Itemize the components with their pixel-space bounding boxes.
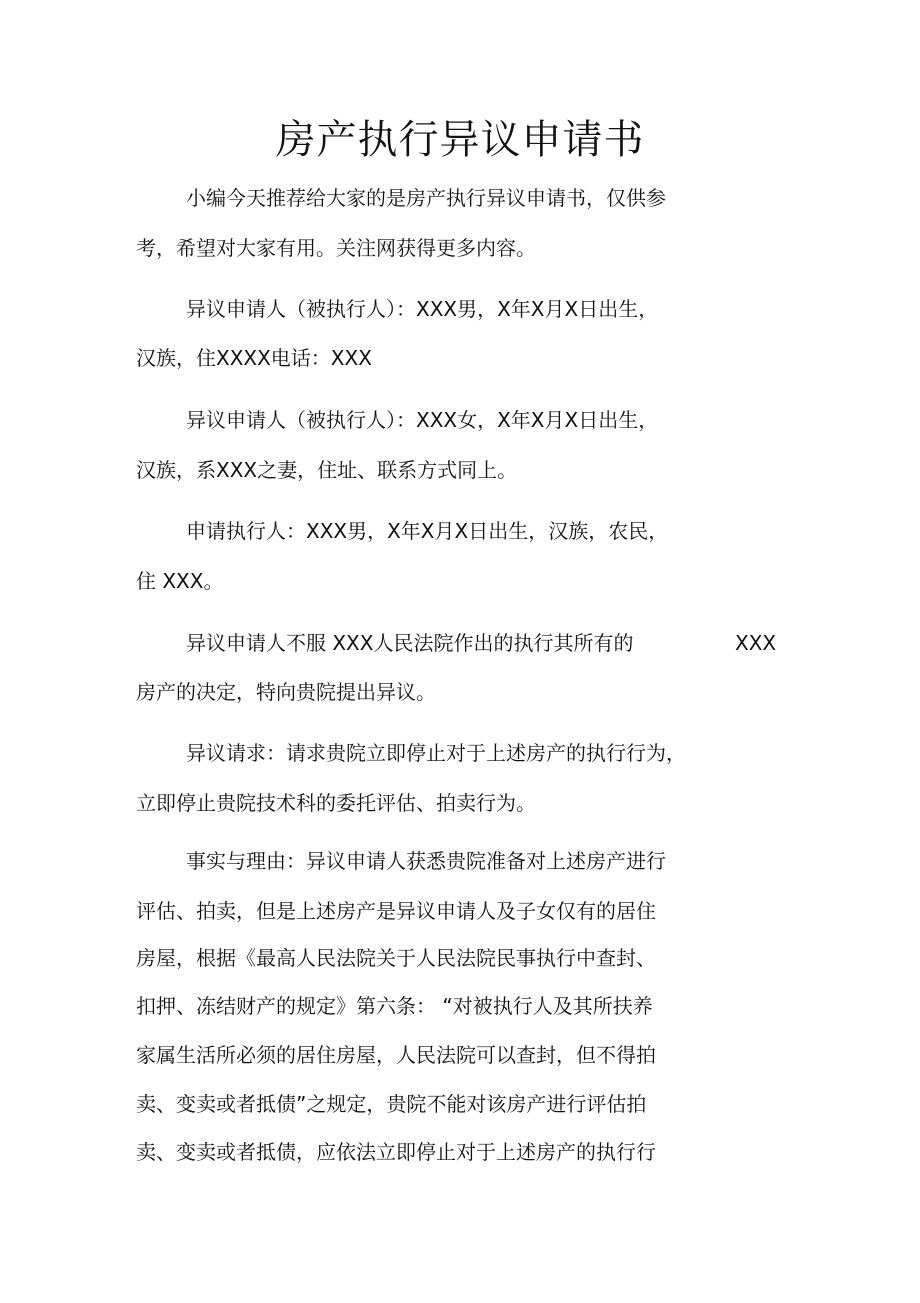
paragraph-line: 扣押、冻结财产的规定》第六条： “对被执行人及其所扶养: [136, 994, 653, 1018]
paragraph-line-tail: XXX: [735, 631, 777, 655]
paragraph-line: 卖、变卖或者抵债，应依法立即停止对于上述房产的执行行: [136, 1140, 656, 1164]
paragraph-line: 住 XXX。: [136, 569, 224, 593]
paragraph-line: 房产的决定，特向贵院提出异议。: [136, 680, 436, 704]
paragraph-line: 家属生活所必须的居住房屋，人民法院可以查封，但不得拍: [136, 1043, 656, 1067]
paragraph-line: 评估、拍卖，但是上述房产是异议申请人及子女仅有的居住: [136, 899, 656, 923]
paragraph-line: 汉族，住XXXX电话：XXX: [136, 346, 372, 370]
paragraph-line: 异议请求：请求贵院立即停止对于上述房产的执行行为，: [186, 741, 686, 765]
paragraph-line: 考，希望对大家有用。关注网获得更多内容。: [136, 236, 536, 260]
paragraph-line: 异议申请人（被执行人）：XXX男，X年X月X日出生，: [186, 297, 659, 321]
paragraph-line: 卖、变卖或者抵债”之规定，贵院不能对该房产进行评估拍: [136, 1092, 647, 1116]
paragraph-line: 立即停止贵院技术科的委托评估、拍卖行为。: [136, 791, 536, 815]
paragraph-line: 小编今天推荐给大家的是房产执行异议申请书，仅供参: [186, 186, 666, 210]
paragraph-line: 异议申请人不服 XXX人民法院作出的执行其所有的: [186, 631, 634, 655]
paragraph-line: 事实与理由：异议申请人获悉贵院准备对上述房产进行: [186, 849, 666, 873]
paragraph-line: 汉族，系XXX之妻，住址、联系方式同上。: [136, 458, 518, 482]
paragraph-line: 异议申请人（被执行人）：XXX女，X年X月X日出生，: [186, 408, 659, 432]
page-title: 房产执行异议申请书: [275, 117, 645, 163]
paragraph-line: 房屋，根据《最高人民法院关于人民法院民事执行中查封、: [136, 946, 656, 970]
paragraph-line: 申请执行人：XXX男，X年X月X日出生，汉族，农民，: [186, 519, 669, 543]
